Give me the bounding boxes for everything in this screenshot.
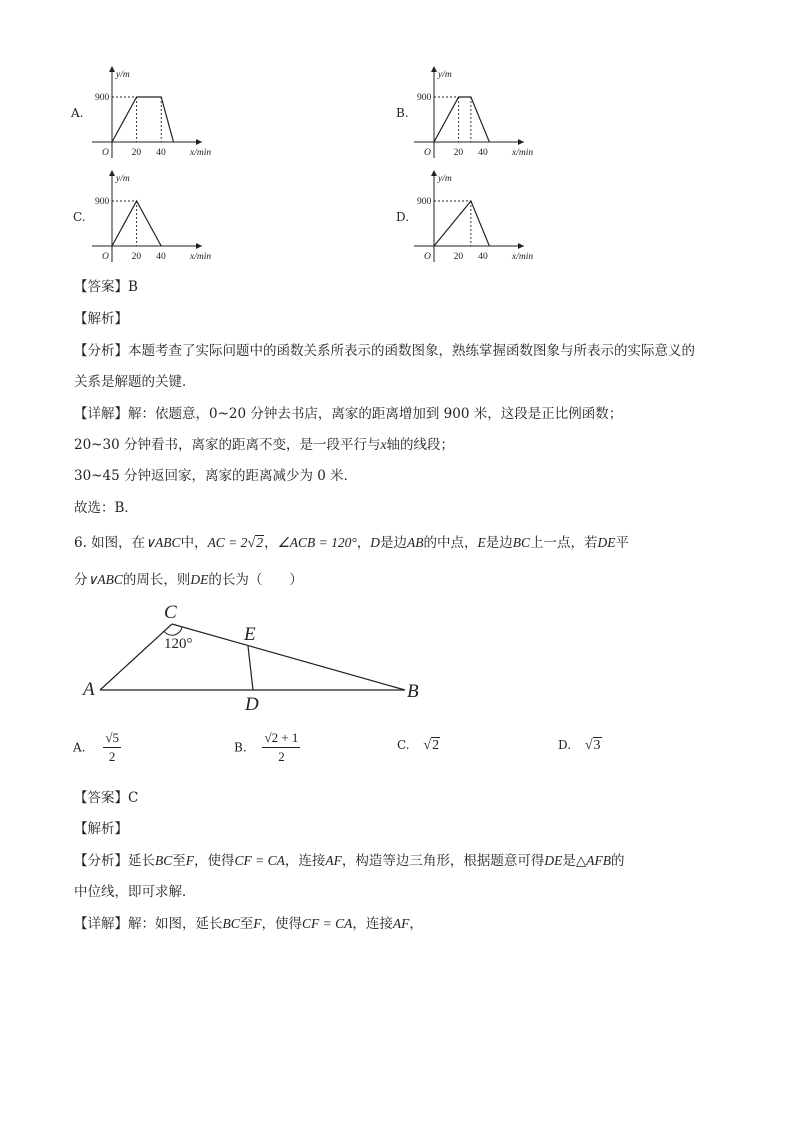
x-tick-20: 20 <box>453 148 464 158</box>
vertex-b: B <box>407 681 419 702</box>
y-axis-label: y/m <box>116 70 130 80</box>
option-a-label: A. <box>71 106 84 120</box>
x-axis-label: x/min <box>512 148 534 158</box>
x-axis-arrow <box>518 139 524 145</box>
q6-option-b: B. $\frac{√2 + 1}{2}$ <box>234 730 299 764</box>
x-axis-label: x/min <box>190 252 212 262</box>
x-tick-20: 20 <box>131 148 142 158</box>
angle-label: 120° <box>164 636 193 652</box>
origin-label: O <box>102 252 109 262</box>
q5-detail-line1: 【详解】解：依题意，0~20 分钟去书店，离家的距离增加到 900 米，这段是正比例函数； <box>74 406 623 422</box>
distance-time-line <box>112 201 161 246</box>
q5-jiexi: 【解析】 <box>74 311 128 327</box>
x-tick-20: 20 <box>453 252 464 262</box>
q6-stem-line1: 6. 如图，在∨ABC中，AC = 2√2，∠ACB = 120°，D是边AB的中点，E是边BC上一点，若DE平 <box>74 535 629 551</box>
vertex-a: A <box>83 679 95 700</box>
y-axis-label: y/m <box>438 174 452 184</box>
y-tick-900: 900 <box>95 93 110 103</box>
y-axis-label: y/m <box>116 174 130 184</box>
graph-option-d <box>412 166 552 266</box>
x-tick-40: 40 <box>478 148 488 158</box>
q6-jiexi: 【解析】 <box>74 821 128 837</box>
vertex-c: C <box>164 602 177 623</box>
origin-label: O <box>424 148 431 158</box>
x-axis-arrow <box>518 243 524 249</box>
q6-answer: 【答案】C <box>74 790 139 806</box>
option-c-label: C. <box>73 210 86 224</box>
y-axis-arrow <box>431 170 437 176</box>
y-axis-arrow <box>109 170 115 176</box>
q5-answer: 【答案】B <box>74 279 138 295</box>
q5-analysis-line2: 关系是解题的关键． <box>74 374 196 390</box>
q6-stem-line2: 分∨ABC的周长，则DE的长为（ ） <box>74 572 303 588</box>
y-tick-900: 900 <box>95 197 110 207</box>
q6-option-d: D. √3 <box>558 738 601 753</box>
x-axis-arrow <box>196 139 202 145</box>
y-axis-arrow <box>431 66 437 72</box>
origin-label: O <box>102 148 109 158</box>
q5-detail-line2: 20~30 分钟看书，离家的距离不变，是一段平行与x轴的线段； <box>74 437 454 453</box>
q6-analysis-line1: 【分析】延长BC至F，使得CF = CA，连接AF，构造等边三角形，根据题意可得DE是△AFB的 <box>74 853 625 869</box>
distance-time-line <box>434 201 489 246</box>
y-tick-900: 900 <box>417 197 432 207</box>
side-ac <box>100 624 172 690</box>
triangle-figure <box>80 598 440 718</box>
y-axis-arrow <box>109 66 115 72</box>
q5-analysis-line1: 【分析】本题考查了实际问题中的函数关系所表示的函数图象，熟练掌握函数图象与所表示的实际意义的 <box>74 343 695 359</box>
segment-de <box>248 646 253 690</box>
y-axis-label: y/m <box>438 70 452 80</box>
point-e: E <box>244 624 256 645</box>
origin-label: O <box>424 252 431 262</box>
q6-option-c: C. √2 <box>397 738 440 753</box>
option-d-label: D. <box>396 210 410 224</box>
q6-analysis-line2: 中位线，即可求解． <box>74 884 196 900</box>
x-tick-40: 40 <box>478 252 488 262</box>
side-cb <box>172 624 405 690</box>
q6-detail-line1: 【详解】解：如图，延长BC至F，使得CF = CA，连接AF， <box>74 916 423 932</box>
graph-option-c <box>90 166 230 266</box>
distance-time-line <box>112 97 174 142</box>
x-tick-40: 40 <box>156 148 166 158</box>
option-b-label: B. <box>396 106 409 120</box>
graph-option-a <box>90 62 230 162</box>
x-tick-40: 40 <box>156 252 166 262</box>
x-axis-label: x/min <box>512 252 534 262</box>
q5-detail-line3: 30~45 分钟返回家，离家的距离减少为 0 米． <box>74 468 358 484</box>
y-tick-900: 900 <box>417 93 432 103</box>
q6-option-a: A. $\frac{√5}{2}$ <box>73 730 119 764</box>
graph-option-b <box>412 62 552 162</box>
x-axis-label: x/min <box>190 148 212 158</box>
point-d: D <box>245 694 259 715</box>
x-tick-20: 20 <box>131 252 142 262</box>
distance-time-line <box>434 97 489 142</box>
q5-choose: 故选：B． <box>74 500 138 516</box>
x-axis-arrow <box>196 243 202 249</box>
